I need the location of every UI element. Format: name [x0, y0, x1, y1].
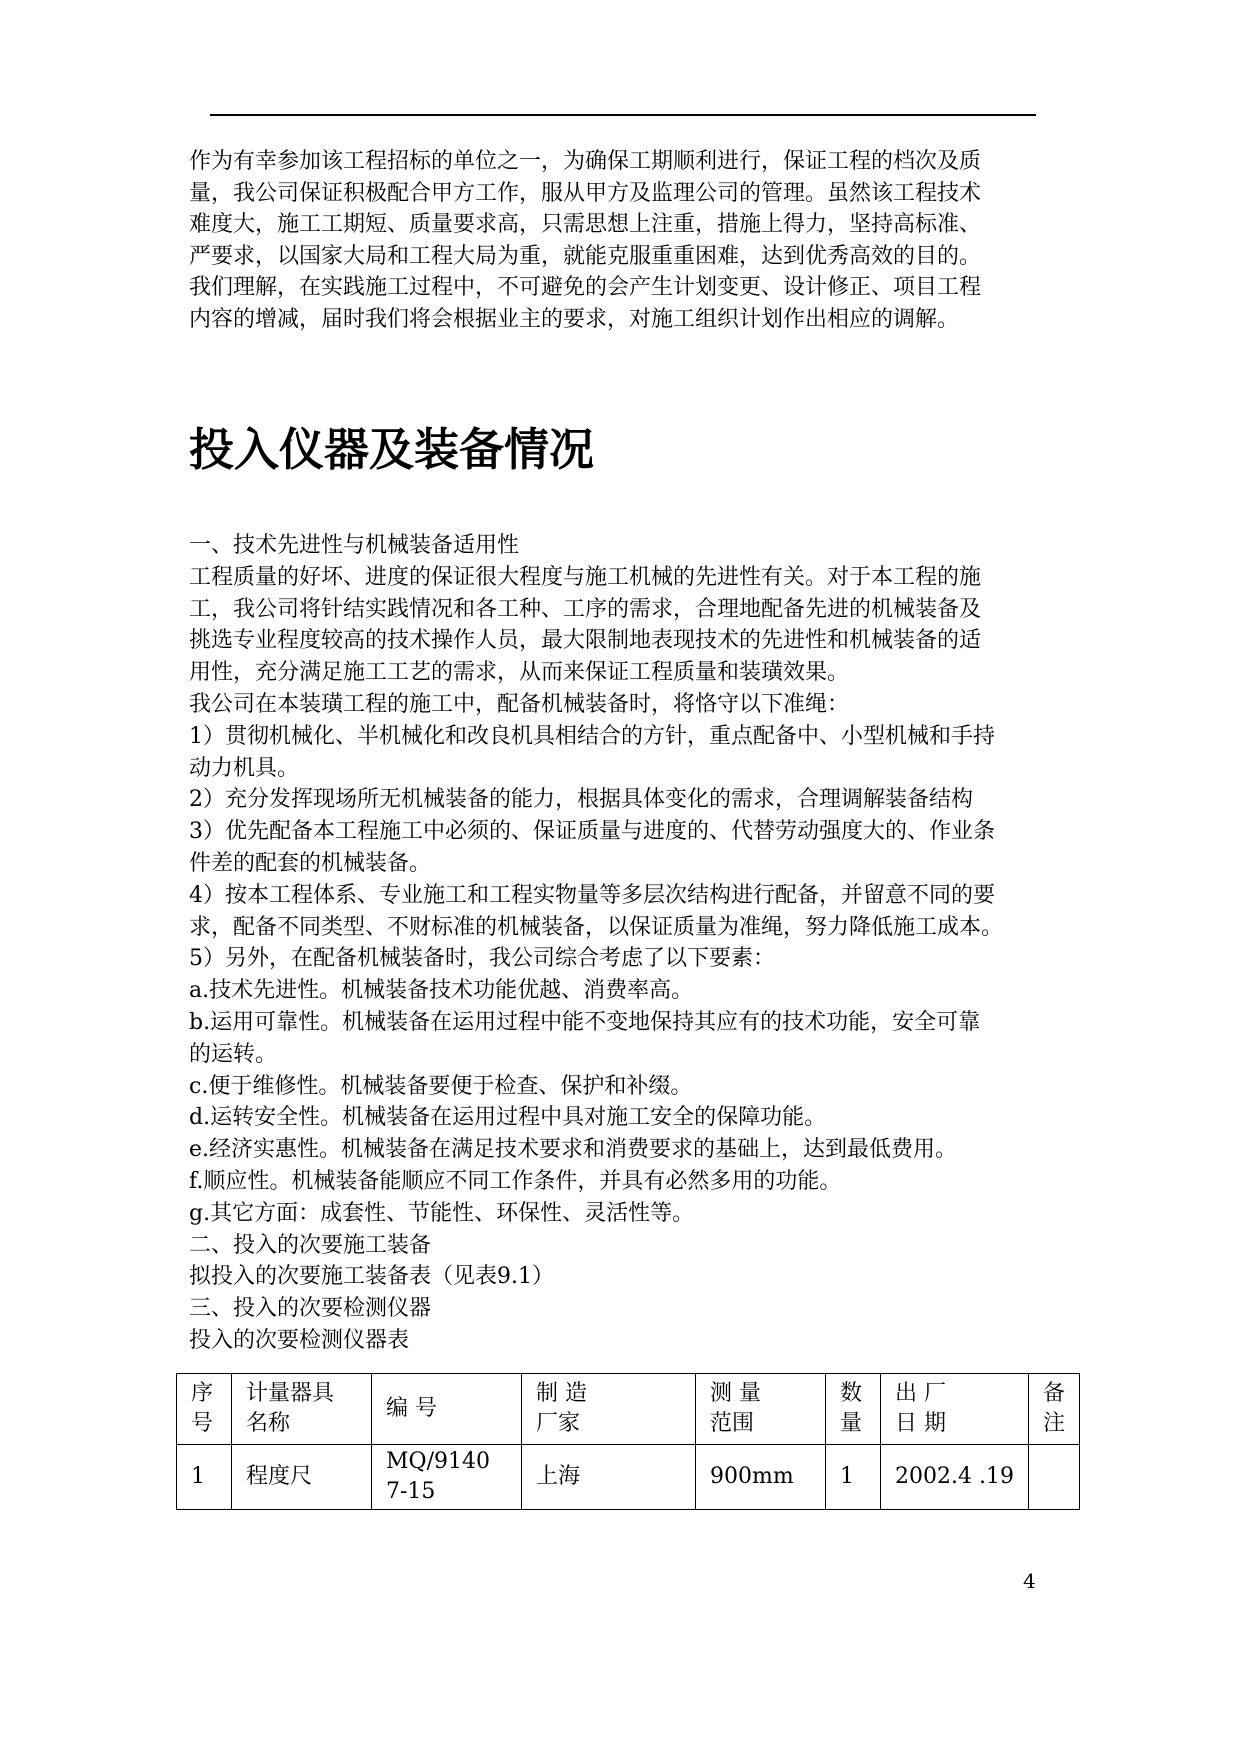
paragraph-line: f.顺应性。机械装备能顺应不同工作条件，并具有必然多用的功能。 [189, 1168, 842, 1194]
table-header-cell [826, 1374, 881, 1445]
table-header-cell [177, 1374, 232, 1445]
intro-paragraph [189, 146, 1089, 336]
paragraph-line: e.经济实惠性。机械装备在满足技术要求和消费要求的基础上，达到最低费用。 [189, 1137, 958, 1163]
paragraph-line: 三、投入的次要检测仪器 [189, 1296, 432, 1322]
table-header-cell [881, 1374, 1029, 1445]
table-row [177, 1445, 1080, 1510]
table-header-cell [696, 1374, 826, 1445]
table-header-row [177, 1374, 1080, 1445]
paragraph-line: 我公司在本装璜工程的施工中，配备机械装备时，将恪守以下准绳： [189, 691, 850, 717]
cell-text: 程度尺 [246, 1464, 313, 1489]
paragraph-line: c.便于维修性。机械装备要便于检查、保护和补缀。 [189, 1073, 693, 1099]
paragraph-line: 作为有幸参加该工程招标的单位之一，为确保工期顺利进行，保证工程的档次及质 [189, 149, 982, 174]
paragraph-line: 求，配备不同类型、不财标准的机械装备，以保证质量为准绳，努力降低施工成本。 [189, 914, 1004, 940]
paragraph-line: 投入的次要检测仪器表 [189, 1327, 410, 1353]
cell-text: 计量器具 [246, 1381, 335, 1406]
cell-text: 编 号 [386, 1396, 437, 1421]
paragraph-line: d.运转安全性。机械装备在运用过程中具对施工安全的保障功能。 [189, 1105, 827, 1131]
paragraph-line: 一、技术先进性与机械装备适用性 [189, 533, 520, 558]
cell-text: 数 [840, 1381, 863, 1406]
cell-text: 序 [191, 1381, 214, 1406]
paragraph-line: 难度大，施工工期短、质量要求高，只需思想上注重，措施上得力，坚持高标准、 [189, 212, 982, 238]
body-text [189, 530, 1089, 1357]
cell-text: 制 造 [536, 1381, 587, 1406]
paragraph-line: 件差的配套的机械装备。 [189, 850, 432, 876]
table-cell [696, 1445, 826, 1510]
instrument-table [176, 1373, 1080, 1510]
cell-text: 厂家 [536, 1411, 581, 1436]
paragraph-line: b.运用可靠性。机械装备在运用过程中能不变地保持其应有的技术功能，安全可靠 [189, 1009, 981, 1035]
paragraph-line: 用性，充分满足施工工艺的需求，从而来保证工程质量和装璜效果。 [189, 660, 850, 686]
cell-text: 号 [191, 1411, 214, 1436]
cell-text: 范围 [710, 1411, 755, 1436]
cell-text: 出 厂 [895, 1381, 946, 1406]
cell-text: 注 [1042, 1411, 1065, 1436]
table-header-cell [232, 1374, 372, 1445]
paragraph-line: 4）按本工程体系、专业施工和工程实物量等多层次结构进行配备，并留意不同的要 [189, 882, 995, 908]
cell-text: 7-15 [386, 1479, 436, 1504]
header-rule [210, 114, 1036, 116]
cell-text: 备 [1042, 1381, 1065, 1406]
cell-text: 1 [840, 1464, 854, 1489]
paragraph-line: 拟投入的次要施工装备表（见表9.1） [189, 1264, 554, 1290]
table-header-cell [522, 1374, 696, 1445]
paragraph-line: 严要求，以国家大局和工程大局为重，就能克服重重困难，达到优秀高效的目的。 [189, 243, 982, 269]
paragraph-line: 5）另外，在配备机械装备时，我公司综合考虑了以下要素： [189, 946, 775, 972]
cell-text: 量 [840, 1411, 863, 1436]
paragraph-line: 2）充分发挥现场所无机械装备的能力，根据具体变化的需求，合理调解装备结构 [189, 787, 973, 813]
table-cell [826, 1445, 881, 1510]
paragraph-line: a.技术先进性。机械装备技术功能优越、消费率高。 [189, 978, 694, 1004]
cell-text: 日 期 [895, 1411, 946, 1436]
table-header-cell [1028, 1374, 1079, 1445]
paragraph-line: 内容的增减，届时我们将会根据业主的要求，对施工组织计划作出相应的调解。 [189, 306, 960, 332]
table-cell [1028, 1445, 1079, 1510]
table-header-cell [372, 1374, 522, 1445]
paragraph-line: 挑选专业程度较高的技术操作人员，最大限制地表现技术的先进性和机械装备的适 [189, 628, 982, 654]
paragraph-line: 动力机具。 [189, 755, 300, 781]
paragraph-line: 3）优先配备本工程施工中必须的、保证质量与进度的、代替劳动强度大的、作业条 [189, 819, 995, 845]
table-cell [232, 1445, 372, 1510]
table-cell [881, 1445, 1029, 1510]
cell-text: 名称 [246, 1411, 291, 1436]
paragraph-line: 量，我公司保证积极配合甲方工作，服从甲方及监理公司的管理。虽然该工程技术 [189, 180, 982, 206]
page-number: 4 [1023, 1569, 1036, 1593]
cell-text: 2002.4 .19 [895, 1464, 1014, 1489]
cell-text: MQ/9140 [386, 1449, 490, 1474]
cell-text: 上海 [536, 1464, 581, 1489]
paragraph-line: 的运转。 [189, 1041, 278, 1067]
table-cell [372, 1445, 522, 1510]
table-cell [522, 1445, 696, 1510]
paragraph-line: 我们理解，在实践施工过程中，不可避免的会产生计划变更、设计修正、项目工程 [189, 275, 982, 301]
paragraph-line: 工，我公司将针结实践情况和各工种、工序的需求，合理地配备先进的机械装备及 [189, 596, 982, 622]
cell-text: 900mm [710, 1464, 794, 1489]
cell-text: 测 量 [710, 1381, 761, 1406]
paragraph-line: 工程质量的好坏、进度的保证很大程度与施工机械的先进性有关。对于本工程的施 [189, 564, 982, 590]
section-heading: 投入仪器及装备情况 [189, 423, 595, 476]
paragraph-line: g.其它方面：成套性、节能性、环保性、灵活性等。 [189, 1200, 695, 1226]
paragraph-line: 1）贯彻机械化、半机械化和改良机具相结合的方针，重点配备中、小型机械和手持 [189, 723, 995, 749]
table-cell [177, 1445, 232, 1510]
paragraph-line: 二、投入的次要施工装备 [189, 1232, 432, 1258]
cell-text: 1 [191, 1464, 205, 1489]
